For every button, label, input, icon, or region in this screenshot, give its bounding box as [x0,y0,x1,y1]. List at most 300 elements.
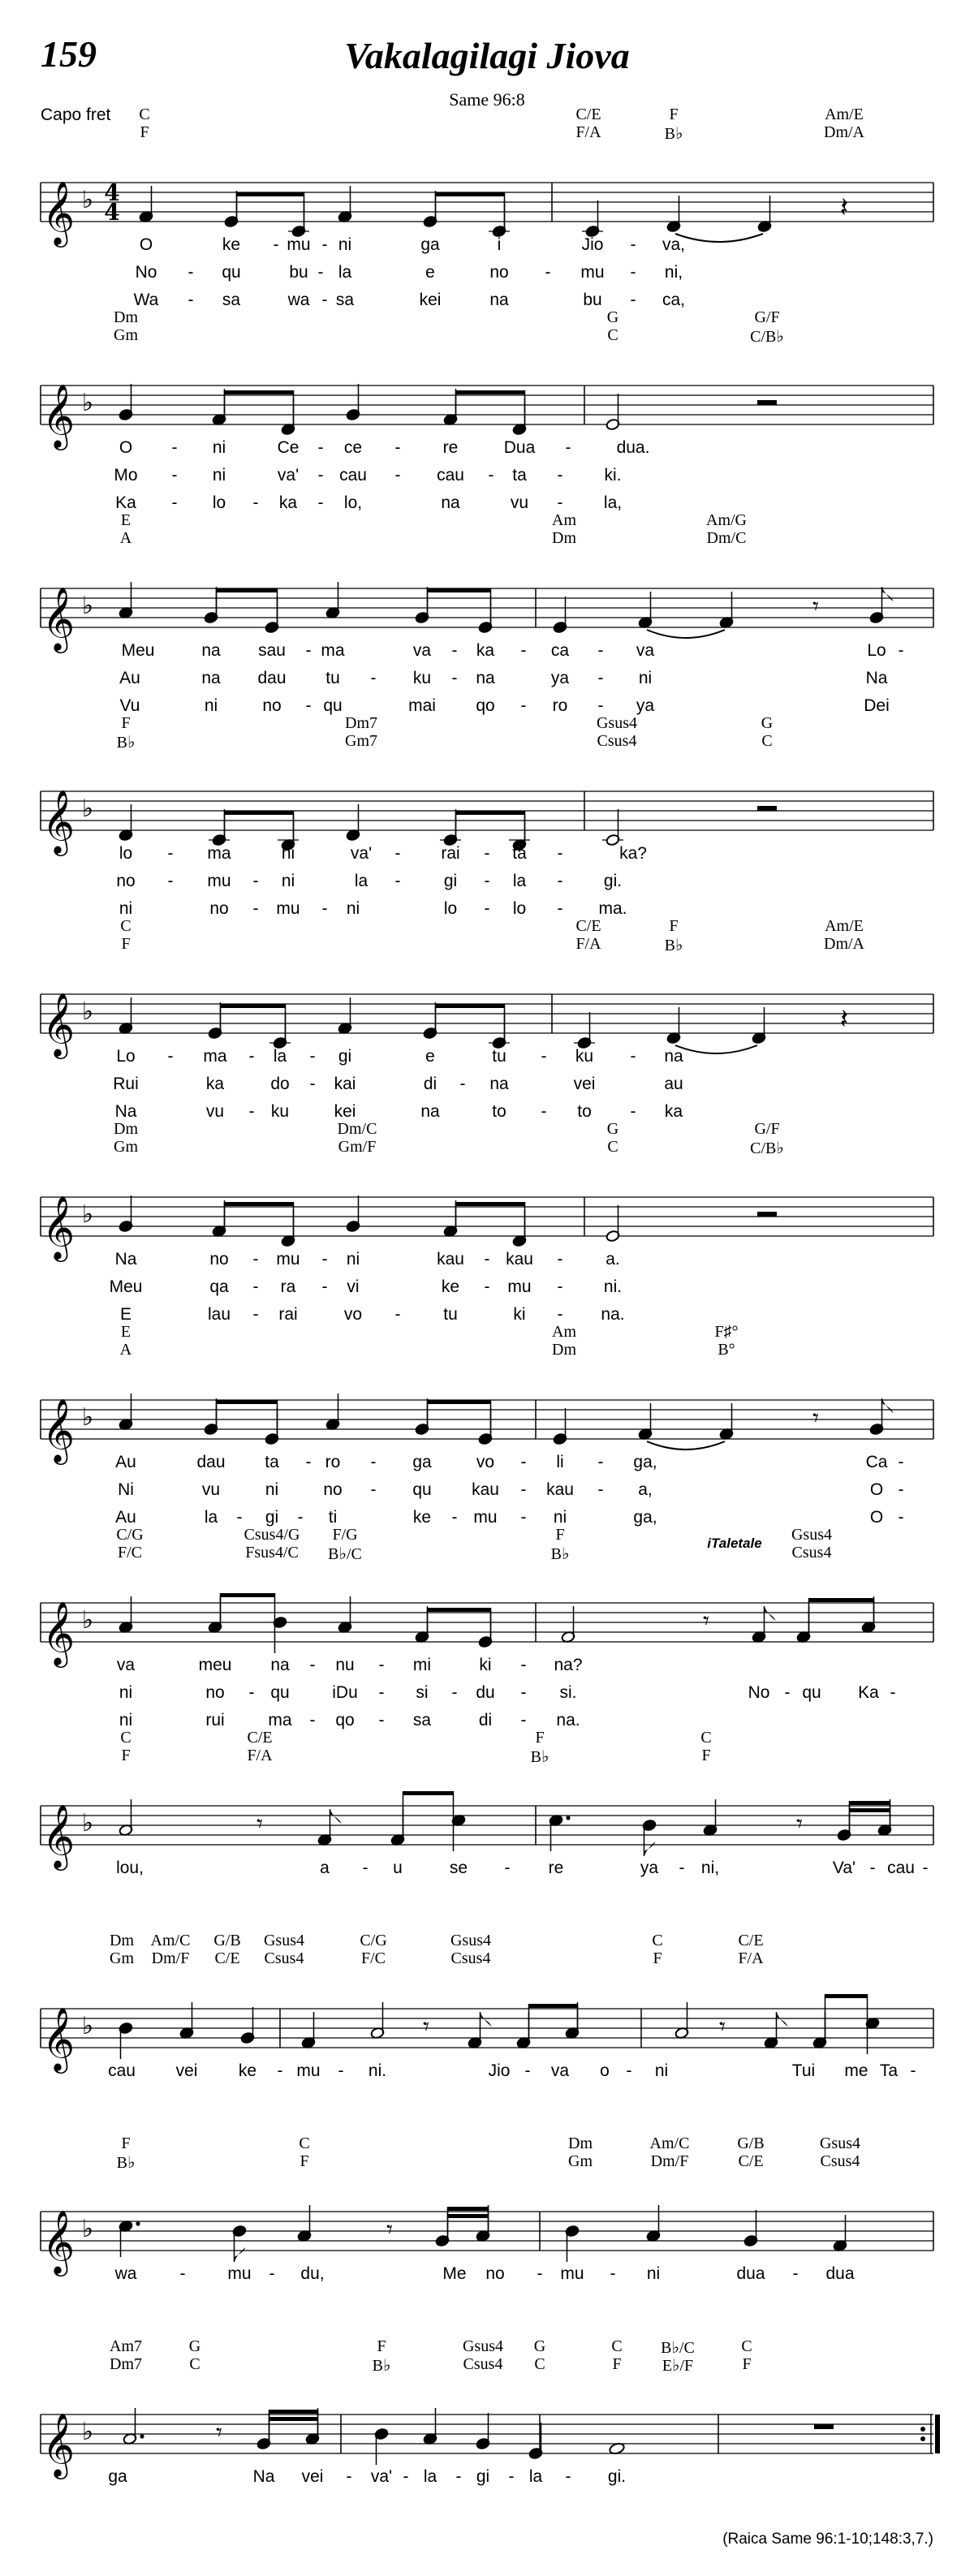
lyric-syllable: No [135,263,157,282]
lyric-syllable: ki [513,1305,526,1324]
lyric-syllable: kei [334,1102,356,1121]
lyric-syllable: la, [603,493,623,512]
lyric-syllable: Na [252,2467,275,2486]
chord-symbol: Csus4/G [244,1526,300,1544]
lyric-syllable: mu [560,2264,584,2283]
lyric-syllable: ku [412,669,432,687]
quarter-rest-icon: 𝄽 [839,192,849,224]
eighth-rest-icon: 𝄾 [812,592,819,621]
chord-symbol-capo: Dm/A [824,123,864,141]
lyric-syllable: - [317,263,324,282]
lyric-syllable: na. [556,1711,580,1730]
key-signature-flat-icon: ♭ [81,186,94,214]
lyric-syllable: - [273,235,279,254]
lyric-syllable: - [630,263,636,282]
eighth-rest-icon: 𝄾 [256,1810,263,1838]
lyric-syllable: - [394,872,401,890]
treble-clef-icon: 𝄞 [41,587,75,651]
chord-symbol-capo: F [742,2355,752,2373]
lyric-syllable: E [119,1305,132,1324]
lyric-syllable: ga [412,1453,432,1471]
lyric-syllable: mu [207,872,231,890]
chord-symbol-capo: A [119,529,132,547]
staff-system [0,1323,974,1527]
lyric-syllable: iDu [332,1683,358,1702]
lyric-syllable: la [512,872,527,890]
lyric-syllable: qu [412,1480,432,1499]
lyric-syllable: Jio [581,235,604,254]
staff [0,308,974,503]
beam [428,1400,491,1404]
lyric-syllable: e [425,263,435,282]
chord-symbol: C/G [360,1932,387,1949]
beam [809,1598,874,1602]
lyric-syllable: ni [646,2264,661,2283]
chord-symbol-capo: C/E [738,2152,764,2170]
lyric-syllable: va [636,641,655,660]
lyric-syllable: wa [114,2264,137,2283]
staff-system [0,1932,974,2126]
lyric-syllable: - [321,1277,328,1296]
lyric-syllable: mi [412,1656,432,1674]
lyric-syllable: lau [207,1305,231,1324]
lyric-syllable: - [317,493,324,512]
lyric-syllable: - [451,641,458,660]
lyric-syllable: ka? [619,844,647,863]
lyric-syllable: ni [638,669,653,687]
lyric-syllable: O [139,235,153,254]
chord-symbol-capo: Dm7 [110,2355,142,2373]
lyric-syllable: ga [108,2467,127,2486]
lyric-syllable: gi [265,1508,279,1527]
lyric-syllable: Ni [118,1480,134,1499]
lyric-syllable: Na [114,1102,137,1121]
repeat-dot [920,2436,925,2441]
lyric-syllable: au [664,1075,683,1093]
chord-symbol-capo: Fsus4/C [245,1544,299,1562]
lyric-syllable: - [451,669,458,687]
chord-symbol: Am/E [825,106,864,123]
lyric-syllable: no [209,899,229,918]
chord-symbol: Am7 [110,2337,142,2355]
chord-symbol-capo: F [701,1747,711,1764]
lyric-syllable: - [922,1859,929,1877]
chord-symbol-capo: F [121,935,131,953]
lyric-syllable: - [321,291,328,309]
lyric-syllable: - [305,641,312,660]
chord-symbol-capo: Gm/F [338,1138,377,1156]
chord-symbol-capo: Csus4 [791,1544,832,1562]
key-signature-flat-icon: ♭ [81,1606,94,1635]
treble-clef-icon: 𝄞 [41,993,75,1057]
note-flag [765,1606,776,1621]
lyric-syllable: - [167,872,174,890]
chord-symbol: Am/G [706,511,747,529]
chord-symbol-capo: F/A [247,1747,273,1764]
key-signature-flat-icon: ♭ [81,2215,94,2243]
lyric-syllable: bu [583,291,602,309]
lyric-syllable: - [309,1656,316,1674]
lyric-syllable: No [748,1683,770,1702]
lyric-syllable: ni [119,899,133,918]
eighth-rest-icon: 𝄾 [703,1607,709,1635]
lyric-syllable: - [248,1683,255,1702]
treble-clef-icon: 𝄞 [41,1601,75,1665]
chord-symbol: C [120,1729,131,1747]
lyric-syllable: - [557,899,563,918]
chord-symbol: Dm [114,308,138,326]
chord-symbol-capo: Dm/F [151,1949,190,1967]
lyric-syllable: kai [334,1075,356,1093]
chord-symbol: Gsus4 [819,2134,861,2152]
lyric-syllable: rai [278,1305,298,1324]
chord-symbol: C [700,1729,712,1747]
lyric-syllable: va [116,1656,136,1674]
lyric-syllable: va' [277,466,300,485]
note-flag [882,587,894,601]
lyric-syllable: du [476,1683,495,1702]
time-signature-icon: 4 [104,179,120,206]
chord-symbol: G/B [737,2134,765,2152]
lyric-syllable: va' [370,2467,393,2486]
lyric-syllable: - [557,1250,563,1269]
lyric-syllable: ga, [633,1453,657,1471]
chord-symbol: E [120,511,131,529]
chord-symbol-capo: F [653,1949,662,1967]
lyric-syllable: - [484,1250,490,1269]
lyric-syllable: ni [553,1508,567,1527]
lyric-syllable: Ca [865,1453,888,1471]
lyric-syllable: - [394,466,401,485]
lyric-syllable: Dei [864,696,890,715]
beam [217,1400,278,1404]
lyric-syllable: O [869,1480,884,1499]
lyric-syllable: si [416,1683,429,1702]
beam [217,588,278,592]
lyric-syllable: ti [328,1508,338,1527]
lyric-syllable: mai [408,696,436,715]
lyric-syllable: - [898,1508,904,1527]
lyric-syllable: mu [276,1250,300,1269]
chord-symbol-capo: Csus4 [463,2355,503,2373]
lyric-syllable: - [455,2467,462,2486]
key-signature-flat-icon: ♭ [81,2418,94,2446]
lyric-syllable: a. [606,1250,620,1269]
eighth-rest-icon: 𝄾 [216,2419,222,2447]
chord-symbol-capo: B♭ [116,734,136,752]
lyric-syllable: - [309,1075,316,1093]
lyric-syllable: la [338,263,352,282]
lyric-syllable: rui [205,1711,225,1730]
lyric-syllable: - [898,1480,904,1499]
chord-symbol-capo: F [121,1747,131,1764]
eighth-rest-icon: 𝄾 [423,2013,429,2041]
chord-symbol: G [188,2337,201,2355]
lyric-syllable: - [171,493,178,512]
lyric-syllable: vu [201,1480,221,1499]
half-rest-icon [757,400,777,405]
lyric-syllable: lou, [116,1859,144,1877]
lyric-syllable: ya [636,696,655,715]
chord-symbol: Dm [568,2134,593,2152]
beam [448,2214,489,2218]
lyric-syllable: - [252,1250,259,1269]
lyric-syllable: kau [546,1480,574,1499]
lyric-syllable: - [394,1305,401,1324]
chord-symbol: G [761,714,774,732]
lyric-syllable: do [270,1075,290,1093]
lyric-syllable: Na [114,1250,137,1269]
lyric-syllable: Ta [879,2061,899,2080]
staff-system [0,511,974,715]
lyric-syllable: ga, [633,1508,657,1527]
lyric-syllable: - [171,438,178,457]
staff-system [0,308,974,512]
beam [436,1004,505,1008]
lyric-syllable: qo [476,696,495,715]
lyric-syllable: - [597,1480,604,1499]
beam [428,588,491,592]
chord-symbol: F [121,714,131,732]
lyric-syllable: ku [575,1047,594,1066]
lyric-syllable: vi [347,1277,360,1296]
capo-label: Capo fret [41,106,111,124]
chord-symbol-capo: F/A [575,123,601,141]
lyric-syllable: ga [420,235,440,254]
lyric-syllable: Ka [115,493,136,512]
lyric-syllable: tu [443,1305,458,1324]
lyric-syllable: ce [343,438,363,457]
lyric-syllable: qu [270,1683,290,1702]
beam [403,1791,454,1795]
chord-symbol-capo: Gm [114,326,138,344]
chord-symbol-capo: C/E [214,1949,240,1967]
beam [237,192,304,196]
chord-symbol: C/E [575,106,601,123]
lyric-syllable: ni [346,899,360,918]
lyric-syllable: ke [238,2061,257,2080]
key-signature-flat-icon: ♭ [81,389,94,417]
lyric-syllable: ke [412,1508,432,1527]
chord-symbol-capo: B♭ [372,2357,391,2375]
lyric-syllable: ni, [664,263,683,282]
hymn-title: Vakalagilagi Jiova [344,35,630,76]
chord-symbol: E [120,1323,131,1341]
lyric-syllable: dau [257,669,287,687]
lyric-syllable: qu [802,1683,821,1702]
lyric-syllable: - [362,1859,368,1877]
chord-symbol: F [555,1526,565,1544]
section-marker: iTaletale [707,1536,762,1551]
lyric-syllable: - [309,1047,316,1066]
chord-symbol: G/F [754,1120,780,1138]
lyric-syllable: i [497,235,502,254]
lyric-syllable: - [370,669,377,687]
staff-system [0,917,974,1121]
note-dot [140,2434,144,2438]
key-signature-flat-icon: ♭ [81,1809,94,1837]
lyric-syllable: kau [472,1480,499,1499]
beam [825,1994,868,1998]
beam [456,1202,525,1206]
lyric-syllable: mu [473,1508,498,1527]
lyric-syllable: ma [321,641,345,660]
beam [436,192,505,196]
chord-symbol: C [139,106,150,123]
eighth-rest-icon: 𝄾 [796,1810,803,1838]
lyric-syllable: - [378,1656,385,1674]
chord-symbol-capo: C/B♭ [750,328,784,346]
lyric-syllable: kei [419,291,442,309]
chord-symbol-capo: Dm [552,529,576,547]
note-flag [481,2012,492,2027]
lyric-syllable: no [205,1683,225,1702]
lyric-syllable: Meu [109,1277,143,1296]
chord-symbol-capo: Gm [114,1138,138,1156]
chord-symbol: F [121,2134,131,2152]
lyric-syllable: se [449,1859,468,1877]
lyric-syllable: lo [119,844,133,863]
lyric-syllable: e [425,1047,435,1066]
lyric-syllable: vu [510,493,529,512]
beam [850,1801,890,1805]
chord-symbol-capo: A [119,1341,132,1359]
lyric-syllable: du, [300,2264,325,2283]
lyric-syllable: - [252,493,259,512]
lyric-syllable: Mo [114,466,138,485]
lyric-syllable: Rui [113,1075,139,1093]
final-barline [935,2414,940,2453]
chord-symbol: Gsus4 [596,714,638,732]
time-signature-icon: 4 [104,199,120,226]
lyric-syllable: va [412,641,432,660]
chord-symbol: G [606,1120,619,1138]
chord-symbol-capo: F [300,2152,309,2170]
lyric-syllable: ma [268,1711,292,1730]
lyric-syllable: si. [559,1683,577,1702]
lyric-syllable: Wa [133,291,159,309]
lyric-syllable: tu [492,1047,506,1066]
eighth-rest-icon: 𝄾 [812,1404,819,1432]
lyric-syllable: Va' [832,1859,856,1877]
chord-symbol: Gsus4 [791,1526,833,1544]
chord-symbol: Am [552,511,576,529]
lyric-syllable: - [321,1250,328,1269]
lyric-syllable: O [119,438,133,457]
lyric-syllable: ca, [662,291,686,309]
lyric-syllable: - [167,1047,174,1066]
lyric-syllable: mu [580,263,605,282]
chord-symbol-capo: F/A [575,935,601,953]
key-signature-flat-icon: ♭ [81,2012,94,2040]
chord-symbol: G/B [213,1932,241,1949]
lyric-syllable: - [898,1453,904,1471]
lyric-syllable: vo [343,1305,363,1324]
key-signature-flat-icon: ♭ [81,997,94,1026]
lyric-syllable: tu [325,669,340,687]
lyric-syllable: - [248,1047,255,1066]
lyric-syllable: mu [296,2061,321,2080]
beam [448,2207,489,2211]
lyric-syllable: va [550,2061,570,2080]
lyric-syllable: na [270,1656,290,1674]
lyric-syllable: gi [443,872,458,890]
lyric-syllable: na [441,493,460,512]
beam [428,1608,491,1612]
lyric-syllable: - [484,1277,490,1296]
chord-symbol-capo: C [607,326,618,344]
lyric-syllable: ya [550,669,570,687]
lyric-syllable: ni, [700,1859,720,1877]
chord-symbol-capo: Dm/A [824,935,864,953]
chord-symbol-capo: B♭/C [328,1545,362,1563]
chord-symbol: F/G [332,1526,358,1544]
lyric-syllable: ta [512,844,527,863]
key-signature-flat-icon: ♭ [81,1403,94,1432]
lyric-syllable: - [910,2061,916,2080]
tie [675,234,763,242]
lyric-syllable: - [610,2264,616,2283]
lyric-syllable: dua [736,2264,765,2283]
lyric-syllable: va' [350,844,373,863]
lyric-syllable: ro [552,696,568,715]
chord-symbol: Am/E [825,917,864,935]
lyric-syllable: - [309,1711,316,1730]
chord-symbol-capo: C [189,2355,200,2373]
lyric-syllable: to [577,1102,592,1121]
lyric-syllable: na [489,291,509,309]
staff-system [0,2134,974,2329]
lyric-syllable: Au [115,1453,136,1471]
lyric-syllable: ke [222,235,241,254]
lyric-syllable: ku [270,1102,290,1121]
lyric-syllable: - [565,438,571,457]
lyric-syllable: Ka [858,1683,879,1702]
beam [456,811,525,815]
lyric-syllable: ni [281,844,295,863]
lyric-syllable: ra [280,1277,296,1296]
lyric-syllable: a, [638,1480,653,1499]
chord-symbol-capo: F/A [738,1949,764,1967]
note-flag [777,2012,788,2027]
lyric-syllable: kau [437,1250,464,1269]
lyric-syllable: - [378,1683,385,1702]
chord-symbol: Dm/C [337,1120,377,1138]
lyric-syllable: qo [335,1711,355,1730]
lyric-syllable: - [597,669,604,687]
treble-clef-icon: 𝄞 [41,384,75,448]
chord-symbol: G/F [754,308,780,326]
scripture-reference: Same 96:8 [449,89,525,110]
treble-clef-icon: 𝄞 [41,1195,75,1260]
lyric-syllable: sa [412,1711,432,1730]
lyric-syllable: ni [338,235,352,254]
lyric-syllable: meu [198,1656,232,1674]
chord-symbol: C [652,1932,663,1949]
chord-symbol-capo: Dm/F [650,2152,689,2170]
lyric-syllable: ka [205,1075,225,1093]
lyric-syllable: no [485,2264,505,2283]
lyric-syllable: ki [479,1656,492,1674]
lyric-syllable: - [394,844,401,863]
lyric-syllable: la [204,1508,218,1527]
treble-clef-icon: 𝄞 [41,1398,75,1462]
lyric-syllable: mu [507,1277,532,1296]
lyric-syllable: na [476,669,495,687]
lyric-syllable: ya [640,1859,659,1877]
beam [456,390,525,394]
lyric-syllable: - [520,1480,527,1499]
